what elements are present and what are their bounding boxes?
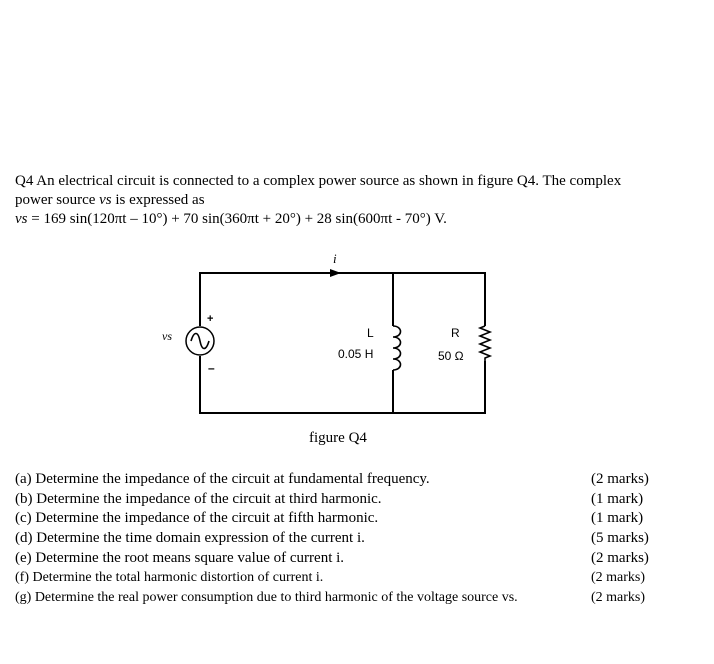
question-line-2: power source vs is expressed as bbox=[15, 192, 205, 208]
question-item-f: (f) Determine the total harmonic distortion of current i. (2 marks) bbox=[15, 568, 700, 588]
resistor-label: R bbox=[451, 326, 460, 340]
marks-a: (2 marks) bbox=[591, 471, 649, 487]
question-item-c: (c) Determine the impedance of the circuit at fifth harmonic. (1 mark) bbox=[15, 509, 700, 529]
question-item-b: (b) Determine the impedance of the circuit at third harmonic. (1 mark) bbox=[15, 490, 700, 510]
marks-c: (1 mark) bbox=[591, 510, 644, 527]
inductor-label: L bbox=[367, 326, 374, 340]
equation-lhs: vs bbox=[15, 211, 28, 227]
marks-f: (2 marks) bbox=[591, 570, 646, 586]
marks-d: (5 marks) bbox=[591, 530, 649, 547]
source-symbol: vs bbox=[99, 192, 112, 208]
question-line-1: Q4 An electrical circuit is connected to a complex power source as shown in figure Q4. The complex bbox=[15, 173, 622, 189]
current-arrow bbox=[330, 269, 341, 277]
figure-caption: figure Q4 bbox=[309, 430, 367, 446]
inductor-value: 0.05 H bbox=[338, 347, 374, 361]
marks-b: (1 mark) bbox=[591, 490, 644, 507]
marks-e: (2 marks) bbox=[591, 549, 649, 566]
minus-sign: – bbox=[208, 361, 215, 375]
current-label: i bbox=[333, 251, 337, 266]
resistor-value: 50 Ω bbox=[438, 349, 464, 363]
inductor-coil bbox=[393, 326, 401, 370]
plus-sign: + bbox=[207, 313, 214, 325]
question-item-d: (d) Determine the time domain expression of the current i. (5 marks) bbox=[15, 529, 700, 549]
resistor-zigzag bbox=[480, 326, 490, 361]
marks-g: (2 marks) bbox=[591, 590, 646, 606]
question-list bbox=[15, 470, 700, 608]
wire-left-bottom bbox=[200, 356, 485, 413]
question-item-e: (e) Determine the root means square value of current i. (2 marks) bbox=[15, 549, 700, 569]
question-item-a: (a) Determine the impedance of the circuit at fundamental frequency. (2 marks) bbox=[15, 470, 700, 490]
wire-left-top bbox=[200, 273, 485, 326]
equation-rhs: = 169 sin(120πt – 10°) + 70 sin(360πt + 20°) + 28 sin(600πt - 70°) V. bbox=[27, 211, 447, 227]
source-label: vs bbox=[162, 329, 172, 343]
question-item-g: (g) Determine the real power consumption due to third harmonic of the voltage source vs. (2 marks) bbox=[15, 588, 700, 608]
